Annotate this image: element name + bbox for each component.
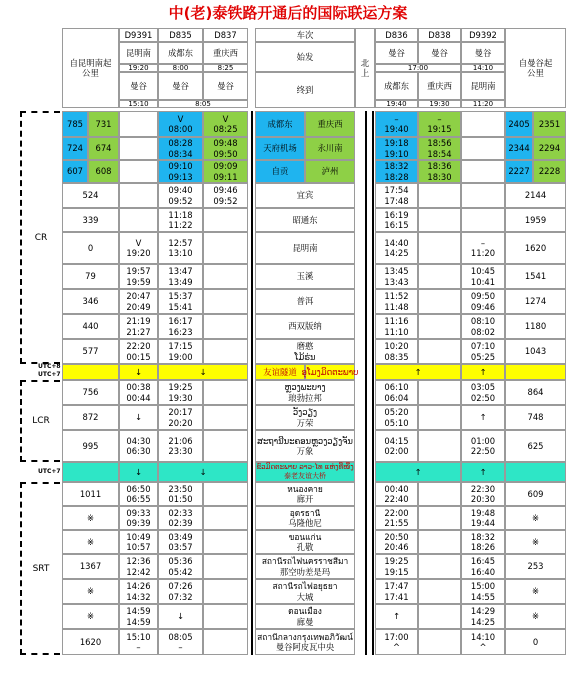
train-dep-right-0: 17:00 — [375, 64, 461, 72]
row-16-dist-left: ※ — [62, 506, 119, 530]
train-to-left-0: 曼谷 — [119, 72, 158, 100]
row-16-dist-right: ※ — [505, 506, 566, 530]
row-3-d838 — [418, 183, 461, 208]
row-8-d838 — [418, 314, 461, 339]
row-3-d9391 — [119, 183, 158, 208]
row-0-d9392 — [461, 111, 505, 137]
row-8-dist-left: 440 — [62, 314, 119, 339]
row-10-b: ↓ — [158, 364, 248, 380]
row-16-d837 — [203, 506, 248, 530]
row-0-d835: V 08:00 — [158, 111, 203, 137]
row-7-d837 — [203, 289, 248, 314]
row-9-d9392: 07:10 05:25 — [461, 339, 505, 364]
row-15-d838 — [418, 482, 461, 506]
train-no-right-1: D838 — [418, 28, 461, 42]
row-8-d835: 16:17 16:23 — [158, 314, 203, 339]
utc-label-1: UTC+7 — [38, 371, 61, 378]
north-label: 北 上 — [355, 28, 375, 108]
train-arr-right-2: 11:20 — [461, 100, 505, 108]
train-arr-left-1: 8:05 — [158, 100, 248, 108]
row-5-dist-right: 1620 — [505, 232, 566, 264]
row-2-station: 自贡 — [255, 160, 305, 183]
row-1-d835: 08:28 08:34 — [158, 137, 203, 160]
row-0-d836: – 19:40 — [375, 111, 418, 137]
train-from-right-0: 曼谷 — [375, 42, 418, 64]
row-9-d835: 17:15 19:00 — [158, 339, 203, 364]
row-4-dist-right: 1959 — [505, 208, 566, 232]
row-4-d836: 16:19 16:15 — [375, 208, 418, 232]
train-no-left-0: D9391 — [119, 28, 158, 42]
row-17-d9392: 18:32 18:26 — [461, 530, 505, 554]
row-7-d838 — [418, 289, 461, 314]
row-7-d836: 11:52 11:48 — [375, 289, 418, 314]
train-dep-left-1: 8:00 — [158, 64, 203, 72]
row-6-d837 — [203, 264, 248, 289]
row-6-d9391: 19:57 19:59 — [119, 264, 158, 289]
direction-line-0 — [251, 111, 253, 655]
row-4-station: 昭通东 — [255, 208, 355, 232]
direction-line-2 — [372, 111, 374, 655]
row-9-dist-left: 577 — [62, 339, 119, 364]
row-16-d838 — [418, 506, 461, 530]
row-13-station: ສະຖານີນະຄອນຫຼວງວຽງຈັນ 万象 — [255, 430, 355, 462]
row-1-d836: 19:18 19:10 — [375, 137, 418, 160]
row-20-station: ดอนเมือง 廊曼 — [255, 604, 355, 629]
train-to-left-2: 曼谷 — [203, 72, 248, 100]
row-7-dist-left: 346 — [62, 289, 119, 314]
row-19-d838 — [418, 579, 461, 604]
row-16-d9392: 19:48 19:44 — [461, 506, 505, 530]
row-14-d: ↑ — [375, 462, 461, 482]
row-12-station: ວັງວຽງ 万荣 — [255, 405, 355, 430]
row-10-d: ↑ — [375, 364, 461, 380]
row-2-d835: 09:10 09:13 — [158, 160, 203, 183]
row-4-dist-left: 339 — [62, 208, 119, 232]
train-to-right-2: 昆明南 — [461, 72, 505, 100]
row-17-d837 — [203, 530, 248, 554]
row-20-d837 — [203, 604, 248, 629]
row-3-d837: 09:46 09:52 — [203, 183, 248, 208]
row-1-dist-right-2: 2294 — [533, 137, 566, 160]
row-2-d836: 18:32 18:28 — [375, 160, 418, 183]
row-21-d9392: 14:10 ^ — [461, 629, 505, 655]
row-5-d9392: – 11:20 — [461, 232, 505, 264]
row-16-d9391: 09:33 09:39 — [119, 506, 158, 530]
row-15-d835: 23:50 01:50 — [158, 482, 203, 506]
train-dep-left-2: 8:25 — [203, 64, 248, 72]
row-11-d838 — [418, 380, 461, 405]
row-21-d835: 08:05 – — [158, 629, 203, 655]
row-16-station: อุดรธานี 乌隆他尼 — [255, 506, 355, 530]
row-14-station: ຂົວມິດຕະພາບ ລາວ-ໄທ ແຫ່ງທີ່ໜຶ່ງ 泰老友谊大桥 — [256, 463, 354, 480]
train-dep-left-0: 19:20 — [119, 64, 158, 72]
row-19-dist-left: ※ — [62, 579, 119, 604]
row-6-dist-right: 1541 — [505, 264, 566, 289]
row-2-station-2: 泸州 — [305, 160, 355, 183]
row-6-d9392: 10:45 10:41 — [461, 264, 505, 289]
row-19-d836: 17:47 17:41 — [375, 579, 418, 604]
row-11-d836: 06:10 06:04 — [375, 380, 418, 405]
row-6-station: 玉溪 — [255, 264, 355, 289]
row-0-dist-right-2: 2351 — [533, 111, 566, 137]
row-19-d9391: 14:26 14:32 — [119, 579, 158, 604]
row-0-d9391 — [119, 111, 158, 137]
row-6-d835: 13:47 13:49 — [158, 264, 203, 289]
row-20-dist-left: ※ — [62, 604, 119, 629]
row-6-dist-left: 79 — [62, 264, 119, 289]
row-2-d838: 18:36 18:30 — [418, 160, 461, 183]
row-10-dl — [62, 364, 119, 380]
row-20-d838 — [418, 604, 461, 629]
row-0-d838: – 19:15 — [418, 111, 461, 137]
row-2-d9392 — [461, 160, 505, 183]
train-from-left-1: 成都东 — [158, 42, 203, 64]
row-0-station-2: 重庆西 — [305, 111, 355, 137]
row-4-d9391 — [119, 208, 158, 232]
row-12-dist-right: 748 — [505, 405, 566, 430]
row-12-d837 — [203, 405, 248, 430]
utc-label-2: UTC+7 — [38, 468, 61, 475]
row-10-a: ↓ — [119, 364, 158, 380]
row-15-station: หนองคาย 廊开 — [255, 482, 355, 506]
row-1-dist-left-2: 674 — [88, 137, 119, 160]
row-5-dist-left: 0 — [62, 232, 119, 264]
row-9-d838 — [418, 339, 461, 364]
train-from-left-0: 昆明南 — [119, 42, 158, 64]
train-no-right-0: D836 — [375, 28, 418, 42]
row-9-dist-right: 1043 — [505, 339, 566, 364]
to-label: 终到 — [255, 72, 355, 108]
row-15-d9391: 06:50 06:55 — [119, 482, 158, 506]
row-21-d837 — [203, 629, 248, 655]
row-18-d835: 05:36 05:42 — [158, 554, 203, 579]
row-3-d836: 17:54 17:48 — [375, 183, 418, 208]
row-18-station: สถานีรถไฟนครราชสีมา 那空叻差是玛 — [255, 554, 355, 579]
dist-left-header: 自昆明南起 公里 — [62, 28, 119, 108]
row-14-a: ↓ — [119, 462, 158, 482]
row-19-d9392: 15:00 14:55 — [461, 579, 505, 604]
row-10-f: ↑ — [461, 364, 505, 380]
train-from-right-2: 曼谷 — [461, 42, 505, 64]
row-1-d9391 — [119, 137, 158, 160]
row-3-d9392 — [461, 183, 505, 208]
row-17-d836: 20:50 20:46 — [375, 530, 418, 554]
row-0-dist-left: 785 — [62, 111, 88, 137]
row-15-dist-right: 609 — [505, 482, 566, 506]
row-5-d835: 12:57 13:10 — [158, 232, 203, 264]
row-7-station: 普洱 — [255, 289, 355, 314]
train-from-right-1: 曼谷 — [418, 42, 461, 64]
row-7-d9392: 09:50 09:46 — [461, 289, 505, 314]
row-11-dist-left: 756 — [62, 380, 119, 405]
train-dep-right-2: 14:10 — [461, 64, 505, 72]
row-2-d9391 — [119, 160, 158, 183]
row-15-d837 — [203, 482, 248, 506]
row-18-d9392: 16:45 16:40 — [461, 554, 505, 579]
row-13-d836: 04:15 02:00 — [375, 430, 418, 462]
row-13-d9392: 01:00 22:50 — [461, 430, 505, 462]
row-1-d837: 09:48 09:50 — [203, 137, 248, 160]
row-13-d835: 21:06 23:30 — [158, 430, 203, 462]
page-title: 中(老)泰铁路开通后的国际联运方案 — [168, 4, 408, 22]
row-18-dist-left: 1367 — [62, 554, 119, 579]
row-4-d9392 — [461, 208, 505, 232]
row-10-dr — [505, 364, 566, 380]
row-5-station: 昆明南 — [255, 232, 355, 264]
trains-label: 车次 — [255, 28, 355, 42]
row-9-d837 — [203, 339, 248, 364]
row-8-d9391: 21:19 21:27 — [119, 314, 158, 339]
dist-right-header: 自曼谷起 公里 — [505, 28, 566, 108]
row-19-dist-right: ※ — [505, 579, 566, 604]
row-17-d9391: 10:49 10:57 — [119, 530, 158, 554]
row-9-d9391: 22:20 00:15 — [119, 339, 158, 364]
row-12-dist-left: 872 — [62, 405, 119, 430]
row-18-d838 — [418, 554, 461, 579]
row-1-station-2: 永川南 — [305, 137, 355, 160]
row-2-d837: 09:09 09:11 — [203, 160, 248, 183]
from-label: 始发 — [255, 42, 355, 72]
row-17-d835: 03:49 03:57 — [158, 530, 203, 554]
row-1-dist-right: 2344 — [505, 137, 533, 160]
train-no-left-2: D837 — [203, 28, 248, 42]
train-to-right-0: 成都东 — [375, 72, 418, 100]
row-12-d835: 20:17 20:20 — [158, 405, 203, 430]
row-17-d838 — [418, 530, 461, 554]
row-21-station: สถานีกลางกรุงเทพอภิวัฒน์ 曼谷阿皮瓦中央 — [255, 629, 355, 655]
row-18-dist-right: 253 — [505, 554, 566, 579]
utc-label-0: UTC+8 — [38, 363, 61, 370]
row-18-d836: 19:25 19:15 — [375, 554, 418, 579]
train-no-right-2: D9392 — [461, 28, 505, 42]
row-18-d837 — [203, 554, 248, 579]
row-10-station-local: ອຸໂມງມິດຕະພາບ — [305, 364, 355, 380]
row-13-dist-left: 995 — [62, 430, 119, 462]
row-14-f: ↑ — [461, 462, 505, 482]
row-11-d9392: 03:05 02:50 — [461, 380, 505, 405]
row-14-dl — [62, 462, 119, 482]
row-13-dist-right: 625 — [505, 430, 566, 462]
row-16-d836: 22:00 21:55 — [375, 506, 418, 530]
direction-line-1 — [365, 111, 367, 655]
row-12-d9392: ↑ — [461, 405, 505, 430]
row-13-d838 — [418, 430, 461, 462]
row-17-dist-left: ※ — [62, 530, 119, 554]
row-3-station: 宜宾 — [255, 183, 355, 208]
row-8-d837 — [203, 314, 248, 339]
row-17-dist-right: ※ — [505, 530, 566, 554]
train-arr-right-1: 19:30 — [418, 100, 461, 108]
row-21-dist-left: 1620 — [62, 629, 119, 655]
row-0-station: 成都东 — [255, 111, 305, 137]
row-14-dr — [505, 462, 566, 482]
section-srt: SRT — [32, 563, 50, 574]
row-19-d835: 07:26 07:32 — [158, 579, 203, 604]
row-4-d835: 11:18 11:22 — [158, 208, 203, 232]
row-1-dist-left: 724 — [62, 137, 88, 160]
row-10-station: 友谊隧道 — [255, 364, 305, 380]
row-13-d9391: 04:30 06:30 — [119, 430, 158, 462]
row-1-station: 天府机场 — [255, 137, 305, 160]
row-11-dist-right: 864 — [505, 380, 566, 405]
row-5-d836: 14:40 14:25 — [375, 232, 418, 264]
row-1-d9392 — [461, 137, 505, 160]
row-6-d836: 13:45 13:43 — [375, 264, 418, 289]
row-3-d835: 09:40 09:52 — [158, 183, 203, 208]
row-14-b: ↓ — [158, 462, 248, 482]
train-no-left-1: D835 — [158, 28, 203, 42]
row-7-dist-right: 1274 — [505, 289, 566, 314]
section-lcr: LCR — [32, 416, 50, 426]
row-5-d837 — [203, 232, 248, 264]
row-4-d838 — [418, 208, 461, 232]
row-0-dist-left-2: 731 — [88, 111, 119, 137]
row-20-d9391: 14:59 14:59 — [119, 604, 158, 629]
row-21-d838 — [418, 629, 461, 655]
row-0-dist-right: 2405 — [505, 111, 533, 137]
train-arr-left-0: 15:10 — [119, 100, 158, 108]
row-16-d835: 02:33 02:39 — [158, 506, 203, 530]
row-21-dist-right: 0 — [505, 629, 566, 655]
row-11-station: ຫຼວງພະບາງ 琅勃拉邦 — [255, 380, 355, 405]
row-18-d9391: 12:36 12:42 — [119, 554, 158, 579]
row-6-d838 — [418, 264, 461, 289]
train-arr-right-0: 19:40 — [375, 100, 418, 108]
section-cr: CR — [34, 232, 48, 243]
row-20-dist-right: ※ — [505, 604, 566, 629]
row-8-d836: 11:16 11:10 — [375, 314, 418, 339]
row-11-d9391: 00:38 00:44 — [119, 380, 158, 405]
row-8-station: 西双版纳 — [255, 314, 355, 339]
row-20-d835: ↓ — [158, 604, 203, 629]
row-12-d838 — [418, 405, 461, 430]
row-13-d837 — [203, 430, 248, 462]
row-3-dist-left: 524 — [62, 183, 119, 208]
row-5-d9391: V 19:20 — [119, 232, 158, 264]
row-12-d836: 05:20 05:10 — [375, 405, 418, 430]
train-to-right-1: 重庆西 — [418, 72, 461, 100]
row-2-dist-left-2: 608 — [88, 160, 119, 183]
row-15-dist-left: 1011 — [62, 482, 119, 506]
row-15-d9392: 22:30 20:30 — [461, 482, 505, 506]
row-4-d837 — [203, 208, 248, 232]
row-21-d836: 17:00 ^ — [375, 629, 418, 655]
row-7-d9391: 20:47 20:49 — [119, 289, 158, 314]
row-21-d9391: 15:10 – — [119, 629, 158, 655]
row-2-dist-left: 607 — [62, 160, 88, 183]
row-7-d835: 15:37 15:41 — [158, 289, 203, 314]
row-9-station: 磨憨 ໂມ້ຮ່ນ — [255, 339, 355, 364]
train-to-left-1: 曼谷 — [158, 72, 203, 100]
row-17-station: ขอนแก่น 孔敬 — [255, 530, 355, 554]
row-0-d837: V 08:25 — [203, 111, 248, 137]
row-19-d837 — [203, 579, 248, 604]
row-5-d838 — [418, 232, 461, 264]
row-19-station: สถานีรถไฟอยุธยา 大城 — [255, 579, 355, 604]
row-12-d9391: ↓ — [119, 405, 158, 430]
row-20-d836: ↑ — [375, 604, 418, 629]
row-8-dist-right: 1180 — [505, 314, 566, 339]
row-1-d838: 18:56 18:54 — [418, 137, 461, 160]
row-2-dist-right: 2227 — [505, 160, 533, 183]
row-8-d9392: 08:10 08:02 — [461, 314, 505, 339]
row-3-dist-right: 2144 — [505, 183, 566, 208]
row-9-d836: 10:20 08:35 — [375, 339, 418, 364]
row-15-d836: 00:40 22:40 — [375, 482, 418, 506]
row-11-d835: 19:25 19:30 — [158, 380, 203, 405]
row-20-d9392: 14:29 14:25 — [461, 604, 505, 629]
row-2-dist-right-2: 2228 — [533, 160, 566, 183]
row-11-d837 — [203, 380, 248, 405]
train-from-left-2: 重庆西 — [203, 42, 248, 64]
